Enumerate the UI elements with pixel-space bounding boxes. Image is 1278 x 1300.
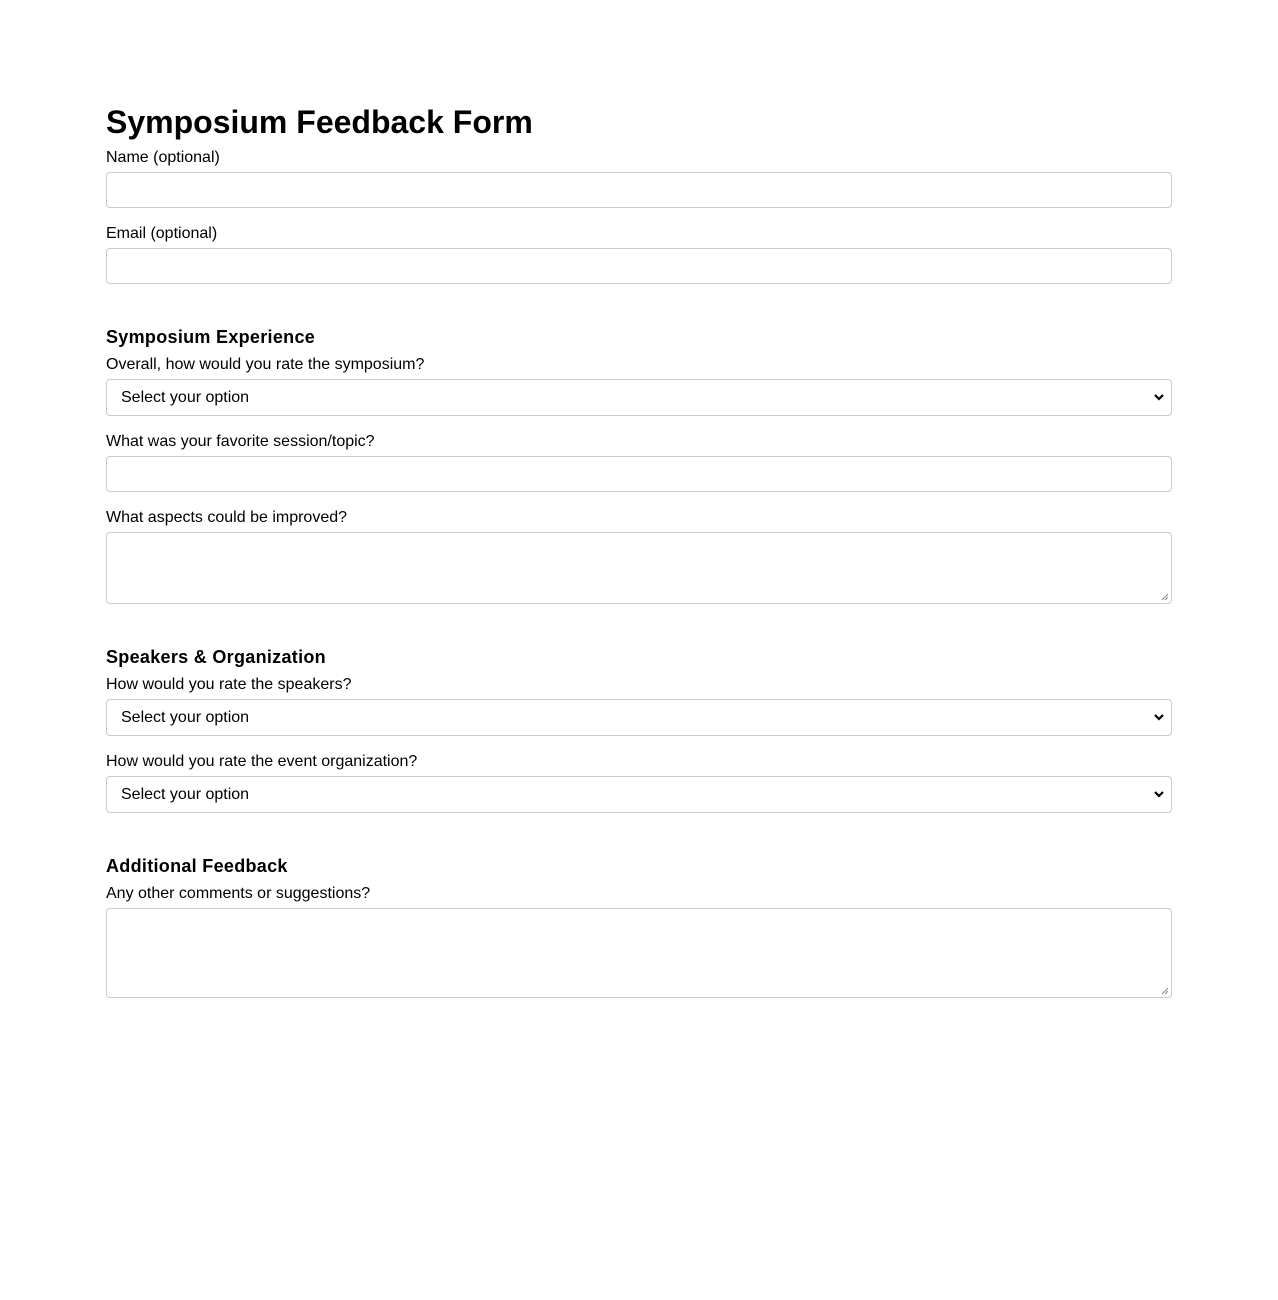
comments-textarea[interactable] (106, 908, 1172, 998)
organization-rating-label: How would you rate the event organization? (106, 753, 418, 770)
email-input[interactable] (106, 248, 1172, 284)
resize-handle-icon[interactable] (1161, 593, 1169, 601)
page-title: Symposium Feedback Form (106, 104, 533, 140)
feedback-form (106, 104, 1172, 998)
section-heading-speakers: Speakers & Organization (106, 647, 326, 667)
overall-rating-select[interactable] (106, 379, 1172, 416)
organization-rating-select[interactable] (106, 776, 1172, 813)
name-label: Name (optional) (106, 149, 220, 166)
chevron-down-icon (1153, 711, 1165, 723)
favorite-session-label: What was your favorite session/topic? (106, 433, 375, 450)
favorite-session-input[interactable] (106, 456, 1172, 492)
speakers-rating-selected: Select your option (121, 709, 250, 726)
section-heading-additional: Additional Feedback (106, 856, 288, 876)
resize-handle-icon[interactable] (1161, 987, 1169, 995)
overall-rating-label: Overall, how would you rate the symposium? (106, 356, 425, 373)
improvements-textarea[interactable] (106, 532, 1172, 604)
chevron-down-icon (1153, 391, 1165, 403)
chevron-down-icon (1153, 788, 1165, 800)
speakers-rating-select[interactable] (106, 699, 1172, 736)
name-input[interactable] (106, 172, 1172, 208)
comments-label: Any other comments or suggestions? (106, 885, 371, 902)
organization-rating-selected: Select your option (121, 786, 250, 803)
speakers-rating-label: How would you rate the speakers? (106, 676, 352, 693)
section-heading-experience: Symposium Experience (106, 327, 316, 347)
improvements-label: What aspects could be improved? (106, 509, 348, 526)
email-label: Email (optional) (106, 225, 218, 242)
overall-rating-selected: Select your option (121, 389, 250, 406)
